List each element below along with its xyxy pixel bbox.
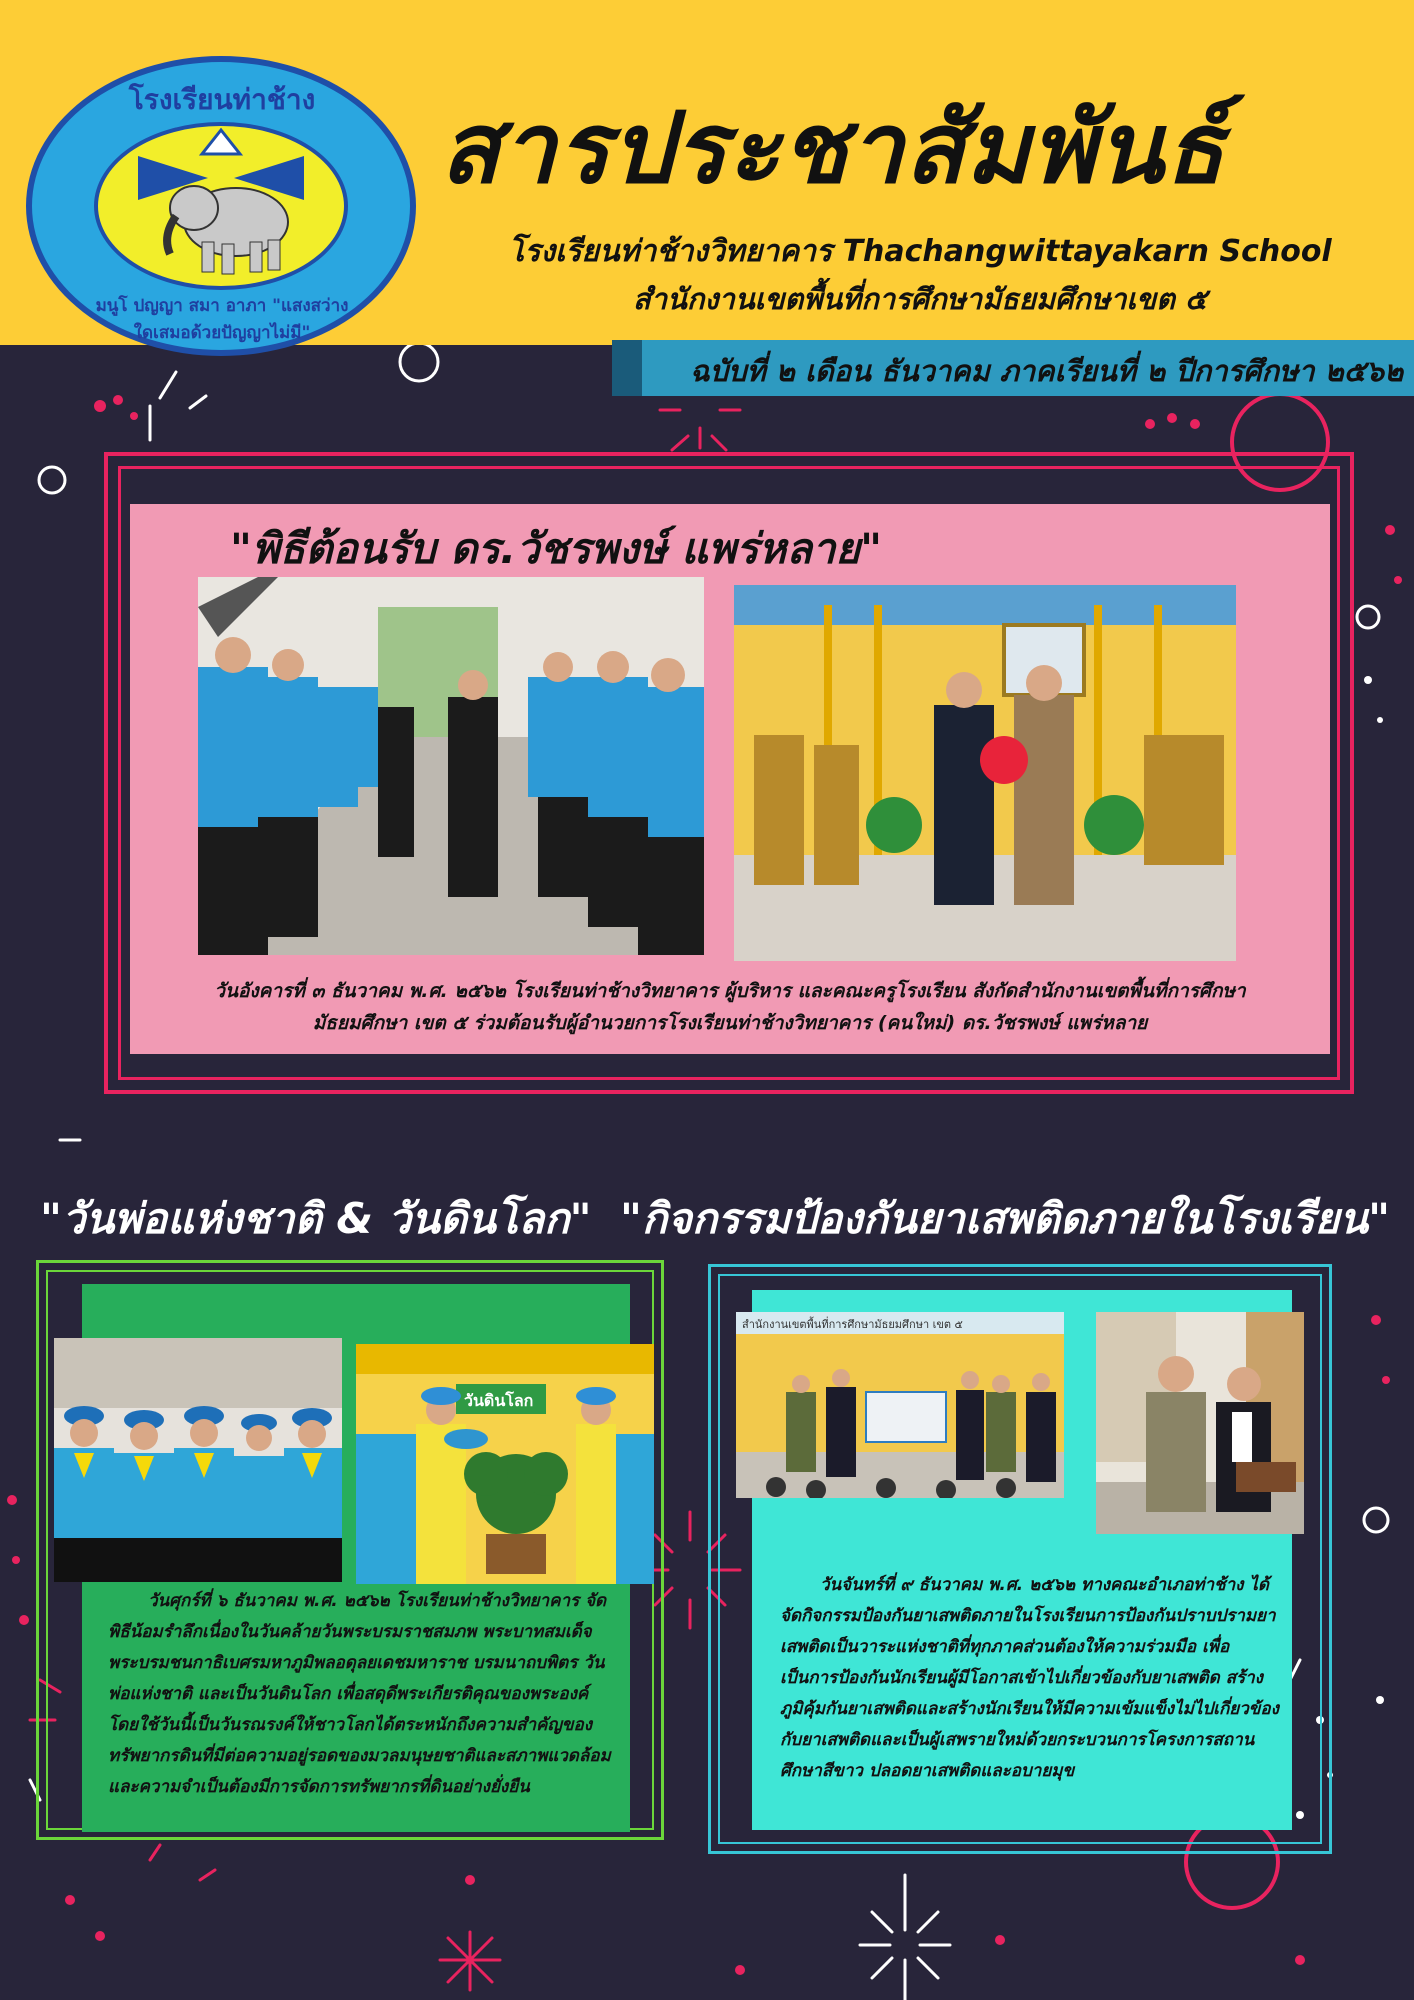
logo-emblem (94, 122, 348, 290)
fathers-day-photo-1 (54, 1338, 342, 1582)
section2-caption: วันศุกร์ที่ ๖ ธันวาคม พ.ศ. ๒๕๖๒ โรงเรียนท่าช้างวิทยาคาร จัดพิธีน้อมรำลึกเนื่องในวันคล้ายวันพระบรมราชสมภพ พระบาทสมเด็จพระบรมชนกาธิเบศรมหาภูมิพลอดุลยเดชมหาราช บรมนาถบพิตร วันพ่อแห่งชาติ และเป็นวันดินโลก เพื่อสดุดีพระเกียรติคุณของพระองค์โดยใช้วันนี้เป็นวันรณรงค์ให้ชาวโลกได้ตระหนักถึงความสำคัญของทรัพยากรดินที่มีต่อความอยู่รอดของมวลมนุษยชาติและสภาพแวดล้อมและความจำเป็นต้องมีการจัดการทรัพยากรที่ดินอย่างยั่งยืน (108, 1591, 611, 1797)
anti-drug-photo-2 (1096, 1312, 1304, 1534)
issue-info: ฉบับที่ ๒ เดือน ธันวาคม ภาคเรียนที่ ๒ ปีการศึกษา ๒๕๖๒ (690, 354, 1404, 388)
issue-band-accent (612, 340, 642, 396)
education-office: สำนักงานเขตพื้นที่การศึกษามัธยมศึกษาเขต ๕ (633, 282, 1207, 316)
world-soil-day-banner: วันดินโลก (464, 1391, 534, 1410)
office-banner-text: สำนักงานเขตพื้นที่การศึกษามัธยมศึกษา เขต ๕ (742, 1318, 963, 1331)
section2-title: "วันพ่อแห่งชาติ & วันดินโลก" (40, 1194, 592, 1243)
welcome-ceremony-photo-2 (734, 585, 1236, 961)
anti-drug-photo-1 (736, 1312, 1064, 1498)
section1-title: "พิธีต้อนรับ ดร.วัชรพงษ์ แพร่หลาย" (230, 524, 883, 573)
school-logo (26, 56, 416, 356)
newsletter-title: สารประชาสัมพันธ์ (440, 91, 1226, 206)
logo-top-text: โรงเรียนท่าช้าง (128, 83, 316, 116)
logo-motto: มนูโ ปญญา สมา อาภา "แสงสว่างใดเสมอด้วยปัญญาไม่มี" (95, 296, 349, 343)
elephant-icon (98, 126, 344, 286)
section1-caption: วันอังคารที่ ๓ ธันวาคม พ.ศ. ๒๕๖๒ โรงเรียนท่าช้างวิทยาคาร ผู้บริหาร และคณะครูโรงเรียน สังกัดสำนักงานเขตพื้นที่การศึกษามัธยมศึกษา เขต ๕ ร่วมต้อนรับผู้อำนวยการโรงเรียนท่าช้างวิทยาคาร (คนใหม่) ดร.วัชรพงษ์ แพร่หลาย (214, 980, 1246, 1034)
section3-title: "กิจกรรมป้องกันยาเสพติดภายในโรงเรียน" (620, 1194, 1390, 1243)
fathers-day-photo-2 (356, 1344, 654, 1584)
welcome-ceremony-photo-1 (198, 577, 704, 955)
school-name: โรงเรียนท่าช้างวิทยาคาร Thachangwittayakarn School (508, 234, 1332, 269)
section3-caption: วันจันทร์ที่ ๙ ธันวาคม พ.ศ. ๒๕๖๒ ทางคณะอำเภอท่าช้าง ได้จัดกิจกรรมป้องกันยาเสพติดภายในโรงเรียนการป้องกันปราบปรามยาเสพติดเป็นวาระแห่งชาติที่ทุกภาคส่วนต้องให้ความร่วมมือ เพื่อเป็นการป้องกันนักเรียนผู้มีโอกาสเข้าไปเกี่ยวข้องกับยาเสพติด สร้างภูมิคุ้มกันยาเสพติดและสร้างนักเรียนให้มีความเข้มแข็งไม่ไปเกี่ยวข้องกับยาเสพติดและเป็นผู้เสพรายใหม่ด้วยกระบวนการโครงการสถานศึกษาสีขาว ปลอดยาเสพติดและอบายมุข (780, 1575, 1279, 1781)
